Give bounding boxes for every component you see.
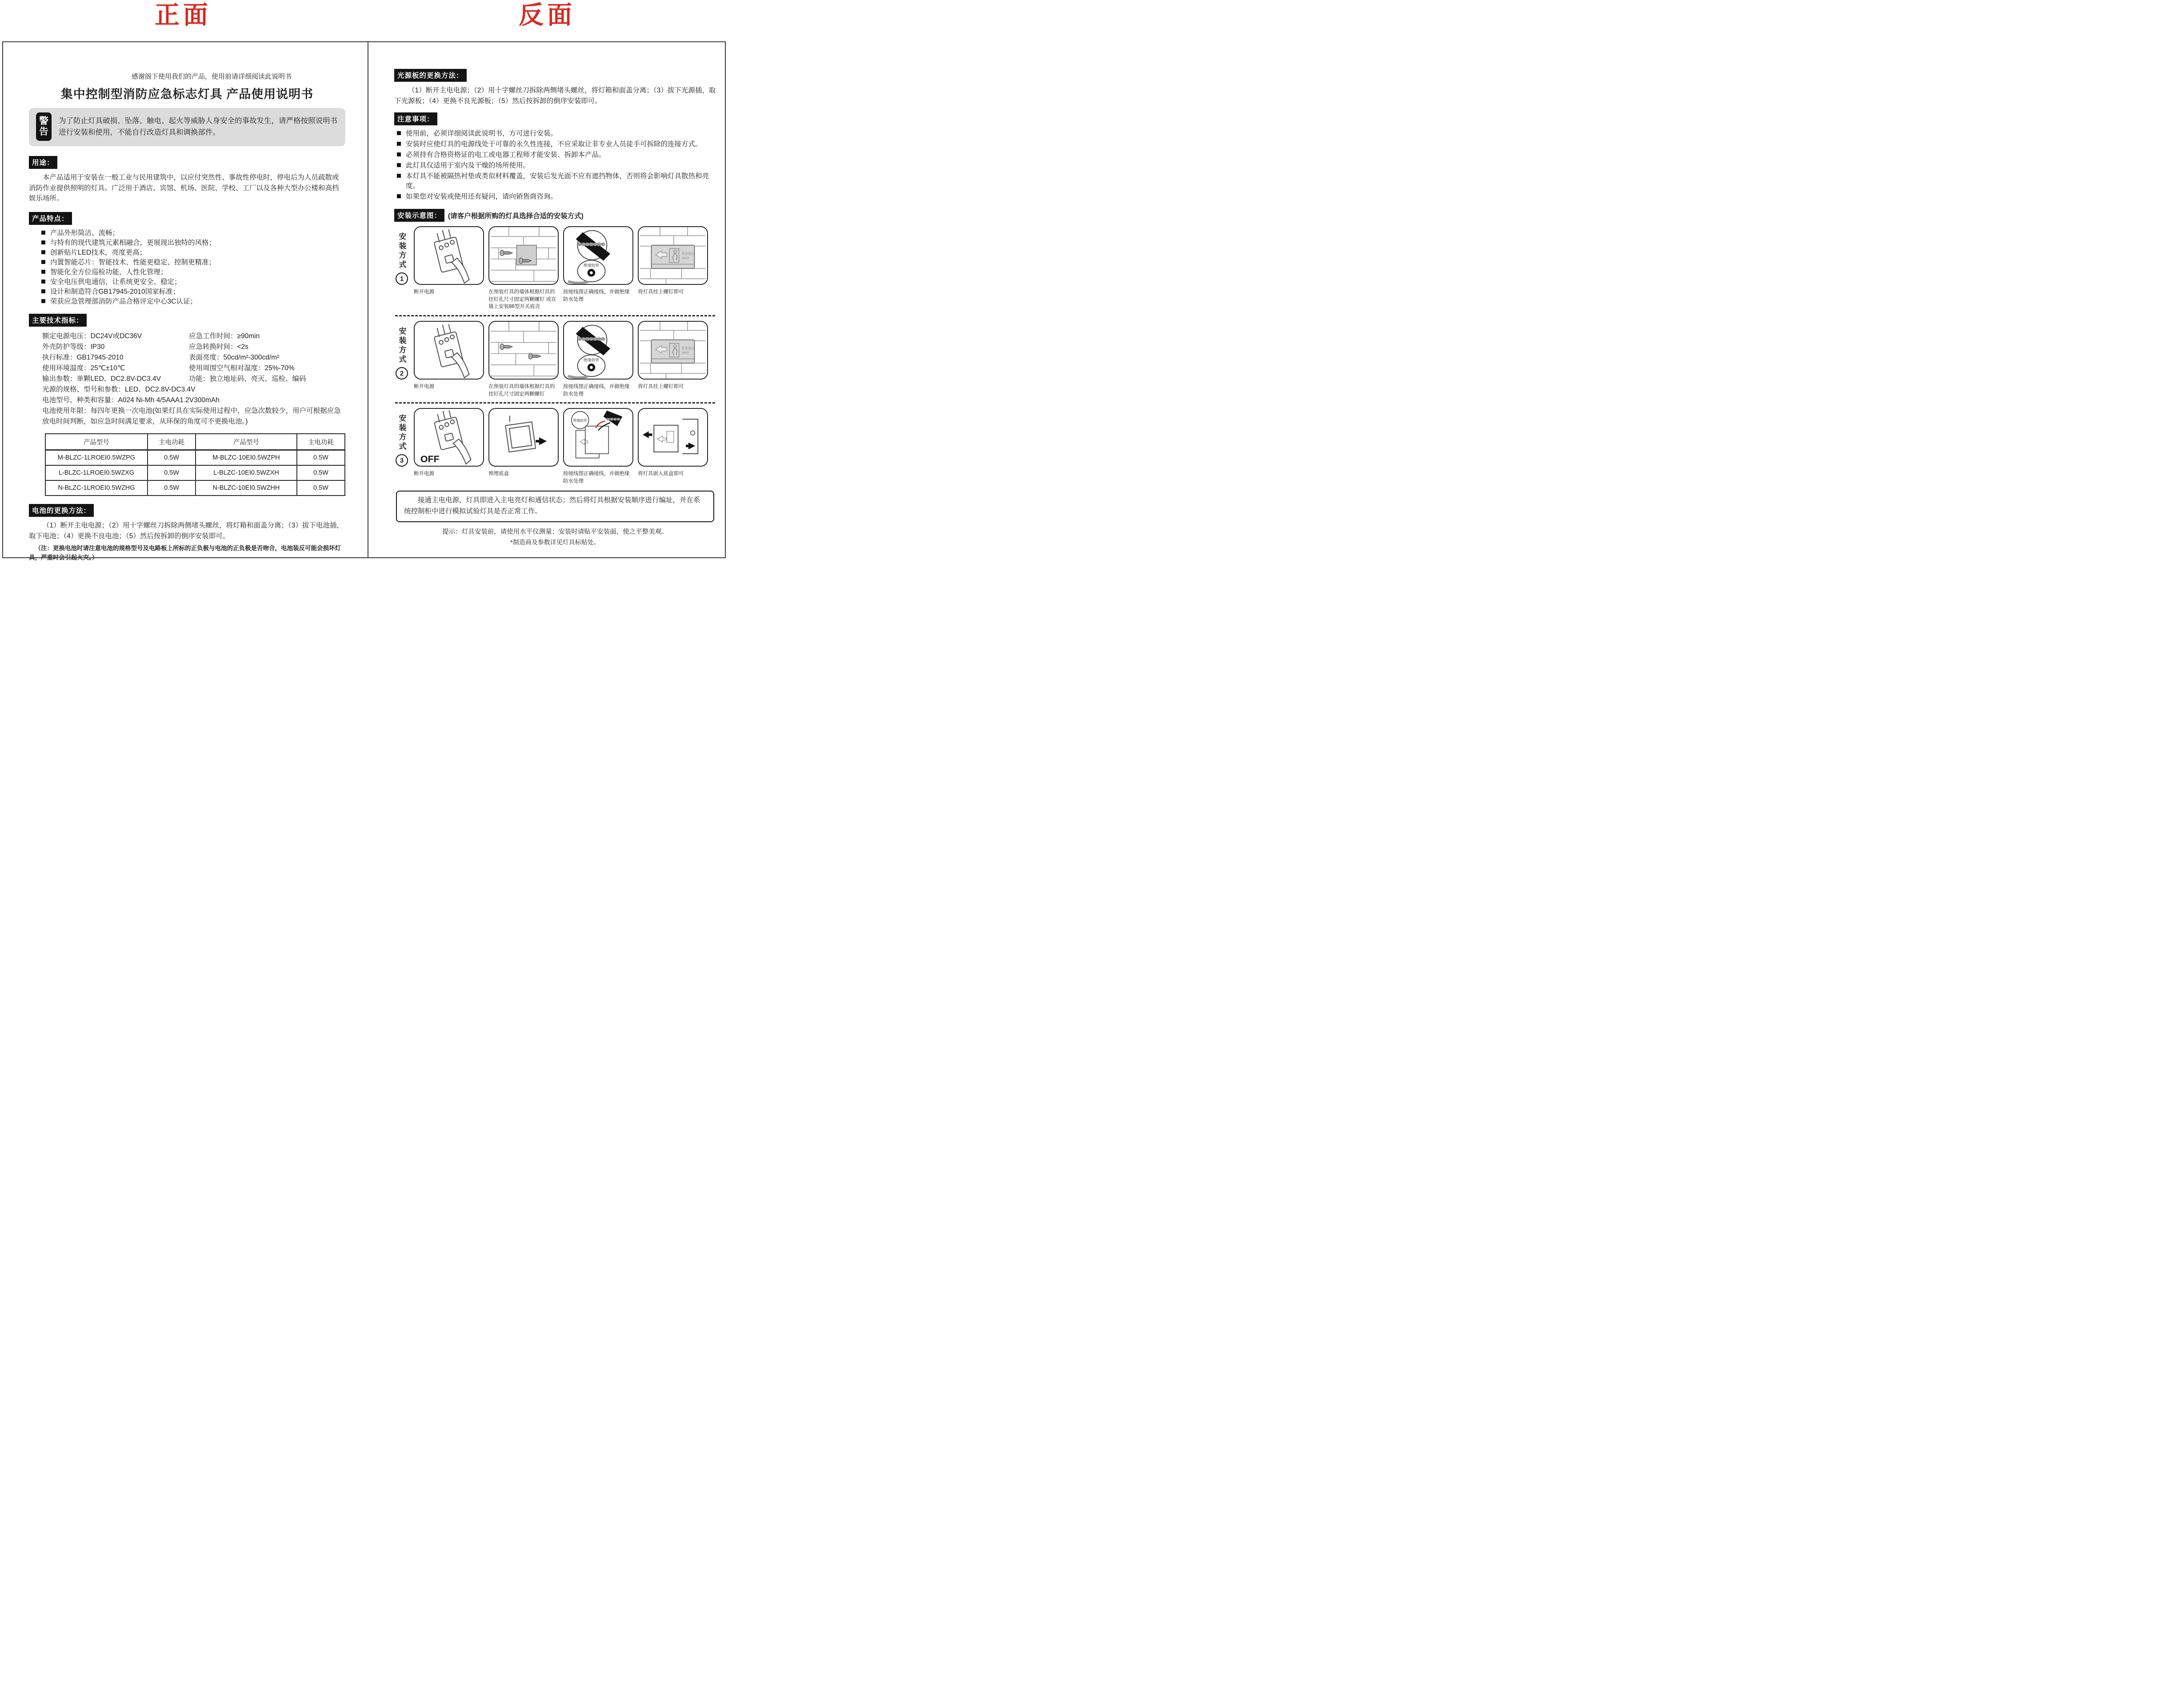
notice-text: 使用前，必须详细阅读此说明书，方可进行安装。 [406,130,558,138]
install-caption: 在预装灯具的墙体根据灯具的挂钉孔尺寸固定两颗螺钉 [488,384,555,397]
install-caption: 按接线图正确接线，并做绝缘防水处理 [563,471,630,484]
back-side-title: 反面 [519,1,576,29]
spec-item: 执行标准：GB17945-2010 [42,353,124,361]
table-header: 产品型号 [196,434,297,450]
source-label: 光源板的更换方法： [394,69,467,82]
feature-item [41,248,345,258]
usage-text: 本产品适用于安装在一般工业与民用建筑中，以应付突然性、事故性停电时，停电后为人员疏散或消防作业提供照明的灯具。广泛用于酒店、宾馆、机场、医院、学校、工厂以及各种大型办公楼和高档娱乐场所。 [29,174,339,203]
breaker-panel [414,321,484,380]
notice-item [397,161,716,171]
insulation-tape-icon [564,322,632,379]
table-header: 主电功耗 [148,434,196,450]
bullet-square-icon [41,260,45,264]
install-method-number: 2 [396,367,408,380]
power-cell: 0.5W [297,450,345,466]
source-section [394,69,716,106]
bullet-square-icon [397,163,401,167]
spec-item: 电池使用年限：每四年更换一次电池(如果灯具在实际使用过程中，应急次数较少，用户可根据应急放电时间判断，如应急时间满足要求，从环保的角度可不更换电池。) [42,407,341,426]
circuit-breaker-off-icon [415,409,483,466]
install-method-text: 安装方式 [397,232,406,270]
manufacturer-footnote: *制造商及参数详见灯具标贴处。 [510,539,600,546]
notice-text: 如果您对安装或使用还有疑问，请向销售商咨询。 [406,193,558,201]
feature-text: 内置智能芯片：智能技术、性能更稳定、控制更精准； [50,258,216,266]
notices-label: 注意事项： [394,112,437,125]
battery-note: （注：更换电池时请注意电池的规格型号及电路板上所标的正负极与电池的正负极是否吻合，电池装反可能会损坏灯具，严重时会引起火灾。） [29,545,341,561]
model-cell: L-BLZC-1LROEⅠ0.5WZXG [45,465,148,480]
install-hint: (请客户根据所购的灯具选择合适的安装方式) [448,212,584,220]
insert-lamp-into-box-icon [639,409,707,466]
install-caption: 断开电源 [414,471,434,477]
power-cell: 0.5W [148,465,196,480]
install-diagram-rows [394,226,716,485]
bullet-square-icon [41,280,45,284]
install-method-label [394,226,409,311]
front-page [3,42,368,561]
off-label: OFF [420,454,440,465]
install-method-text: 安装方式 [397,327,406,365]
model-cell: M-BLZC-10EⅠ0.5WZPH [196,450,297,466]
power-cell: 0.5W [148,450,196,466]
install-caption: 在预装灯具的墙体根据灯具的挂钉孔尺寸固定两颗螺钉 或在墙上安装86型开关底壳 [488,289,556,310]
spec-row [42,352,345,363]
recessed-box-panel [488,408,559,467]
table-row [45,480,345,496]
model-cell: M-BLZC-1LROEⅠ0.5WZPG [45,450,148,466]
notice-item [397,172,716,191]
spec-item: 外壳防护等级：IP30 [42,343,105,351]
insert-lamp-panel [638,408,708,467]
install-caption: 将灯具挂上螺钉即可 [638,384,684,390]
spec-row [42,331,345,342]
warning-box [29,108,345,146]
install-row-2 [394,321,716,398]
usage-section [29,156,345,204]
tape-roll-label: 绝缘胶带 [584,358,599,363]
exit-sign-on-wall-icon [639,322,707,379]
table-header: 主电功耗 [297,434,345,450]
notice-text: 安装时应使灯具的电源线处于可靠的永久性连接，不应采取让非专业人员徒手可拆除的连接方式。 [406,140,702,148]
bullet-square-icon [397,142,401,146]
spec-row [42,374,345,384]
wall-screws-icon [489,322,558,379]
tip-line: 提示：灯具安装前，请使用水平仪测量；安装时请贴平安装面，使之平整美观。 [442,528,668,536]
power-cell: 0.5W [297,480,345,496]
notice-item [397,192,716,202]
feature-item [41,287,345,297]
wall-plate-panel [488,226,559,285]
bullet-square-icon [41,231,45,235]
specs-section [29,314,345,427]
bullet-square-icon [41,299,45,303]
bullet-square-icon [397,174,401,178]
feature-item [41,238,345,248]
notices-list [397,129,716,202]
table-row [45,465,345,480]
install-label: 安装示意图： [394,209,444,222]
battery-steps: （1）断开主电电源；（2）用十字螺丝刀拆除两侧堵头螺丝，将灯箱和面盖分离；（3）拔下电池插，取下电池；（4）更换不良电池；（5）然后按拆卸的倒序安装即可。 [29,522,344,540]
row-divider [395,402,715,404]
power-cell: 0.5W [148,480,196,496]
install-caption: 断开电源 [414,384,434,390]
bullet-square-icon [41,250,45,254]
spec-item: 应急工作时间：≥90min [189,332,260,340]
source-steps: （1）断开主电电源；（2）用十字螺丝刀拆除两侧堵头螺丝，将灯箱和面盖分离；（3）拔下光源插，取下光源板；（4）更换不良光源板；（5）然后按拆卸的倒序安装即可。 [394,87,716,105]
install-method-number: 1 [396,272,408,285]
recessed-box-icon [489,409,558,466]
warning-text: 为了防止灯具破损、坠落、触电、起火等威胁人身安全的事故发生，请严格按照说明书进行安装和使用，不能自行改造灯具和调换部件。 [59,116,337,137]
circuit-breaker-icon [415,322,483,379]
spec-row [42,342,345,352]
breaker-off-panel [414,408,484,467]
circuit-breaker-icon [415,227,483,284]
spec-item: 表面亮度：50cd/m²-300cd/m² [189,353,280,361]
battery-label: 电池的更换方法： [29,504,94,517]
install-row-1 [394,226,716,311]
feature-text: 设计和制造符合GB17945-2010国家标准； [50,288,180,296]
install-section-head [394,209,716,222]
exit-sign-on-wall-icon [639,227,707,284]
table-header-row [45,434,345,450]
install-caption: 预埋底盒 [488,471,509,477]
spec-item: 功能：独立地址码、亮灭、巡检、编码 [189,375,306,383]
insulation-tape-icon [564,227,632,284]
sign-en-label: EXIT [682,256,689,260]
feature-text: 安全电压供电通信，让系统更安全、稳定； [50,278,181,286]
tape-roll-label: 绝缘胶带 [584,263,599,268]
row-divider [395,315,715,316]
table-row [45,450,345,466]
feature-text: 创新贴片LED技术，亮度更高； [50,248,147,256]
features-section [29,212,345,307]
install-caption: 将灯具挂上螺钉即可 [638,289,684,295]
install-caption: 将灯具嵌入底盒即可 [638,471,684,477]
back-page [368,42,725,557]
spec-item: 光源的规格、型号和参数：LED、DC2.8V-DC3.4V [42,386,196,393]
feature-text: 与特有的现代建筑元素相融合，更展现出独特的风格； [50,239,216,247]
manual-sheet [2,41,726,561]
install-method-label [394,408,409,485]
wiring-sign-icon [564,409,632,466]
feature-text: 智能化全方位巡检功能，人性化管理； [50,268,168,276]
specs-grid [29,331,345,427]
feature-text: 荣获应急管理部消防产品合格评定中心3C认证； [50,297,197,305]
notice-text: 必须持有合格资格证的电工或电器工程师才能安装、拆卸本产品。 [406,151,606,159]
spec-item: 使用环境温度：25℃±10℃ [42,364,125,372]
feature-item [41,297,345,307]
spec-item: 额定电源电压：DC24V或DC36V [42,332,142,340]
install-row-3 [394,408,716,485]
breaker-panel [414,226,484,285]
install-caption: 断开电源 [414,289,434,295]
feature-item [41,228,345,238]
battery-section [29,504,345,561]
notice-text: 此灯具仅适用于室内及干燥的场所使用。 [406,162,530,170]
wiring-sign-panel [563,408,633,467]
bullet-square-icon [41,289,45,293]
install-method-label [394,321,409,398]
install-caption: 按接线图正确接线，并做绝缘防水处理 [563,384,630,397]
features-label: 产品特点： [29,212,72,225]
spec-item: 输出参数：单颗LED、DC2.8V-DC3.4V [42,375,161,383]
model-cell: L-BLZC-10EⅠ0.5WZXH [196,465,297,480]
commissioning-box: 接通主电电源，灯具即进入主电亮灯和通信状态；然后将灯具根据安装顺序进行编址，并在系统控制柜中进行模拟试验灯具是否正常工作。 [396,491,714,523]
usage-label: 用途： [29,156,57,169]
notice-item [397,150,716,160]
manual-scan [0,0,728,561]
front-side-title: 正面 [155,1,212,29]
power-cell: 0.5W [297,465,345,480]
spec-item: 使用周围空气相对湿度：25%-70% [189,364,295,372]
notice-text: 本灯具不能被隔热衬垫或类似材料覆盖，安装后发光面不应有遮挡物体，否则将会影响灯具散热和亮度。 [406,172,709,190]
sign-en-label: EXIT [682,351,689,355]
notice-item [397,129,716,139]
hang-lamp-panel [638,321,708,380]
feature-item [41,268,345,277]
bullet-square-icon [397,131,401,135]
model-table [45,433,345,496]
spec-row [42,363,345,374]
notices-section [394,112,716,202]
model-cell: N-BLZC-10EⅠ0.5WZHH [196,480,297,496]
spec-item: 电池型号、种类和容量：A024 Ni-Mh 4/5AAA1.2V300mAh [42,396,220,404]
thanks-line: 感谢阁下使用我们的产品，使用前请详细阅读此说明书 [131,73,292,80]
table-header: 产品型号 [45,434,148,450]
manual-title: 集中控制型消防应急标志灯具 产品使用说明书 [60,88,314,101]
wall-screws-panel [488,321,559,380]
notice-item [397,140,716,149]
hang-lamp-panel [638,226,708,285]
tape-roll-label: 绝缘胶带 [573,419,587,423]
wall-mount-plate-icon [489,227,558,284]
model-cell: N-BLZC-1LROEⅠ0.5WZHG [45,480,148,496]
specs-label: 主要技术指标： [29,314,87,327]
wiring-tape-panel [563,321,633,380]
wiring-tape-panel [563,226,633,285]
spec-item: 应急转换时间：<2s [189,343,248,351]
sign-cn-label: 安全出口 [681,346,695,351]
install-caption: 按接线图正确接线，并做绝缘防水处理 [563,289,630,302]
warning-badge: 警告 [36,112,52,141]
bullet-square-icon [397,152,401,156]
feature-text: 产品外形简洁、流畅； [50,229,120,237]
page-side-titles [0,0,728,41]
bullet-square-icon [41,240,45,244]
install-method-text: 安装方式 [397,414,406,452]
bullet-square-icon [397,194,401,198]
sign-cn-label: 安全出口 [681,252,695,256]
feature-item [41,258,345,268]
bullet-square-icon [41,270,45,274]
install-method-number: 3 [396,454,408,467]
feature-item [41,277,345,287]
features-list [41,228,345,307]
